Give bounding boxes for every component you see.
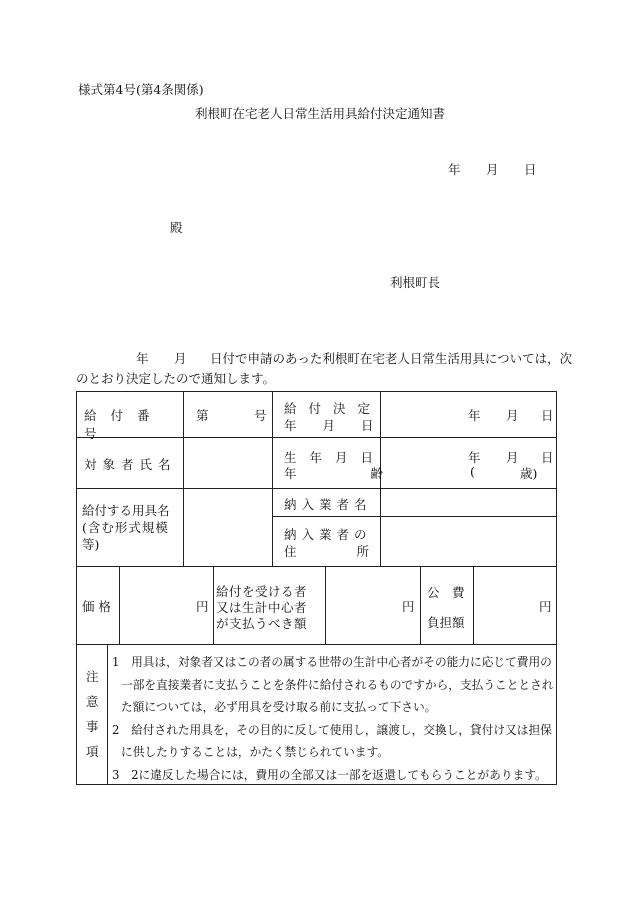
supplier-name-label: 納入業者名 [284,497,372,512]
birth-year: 年 [468,450,481,465]
decision-month: 月 [506,408,519,423]
body-line-1-rest: 日付で申請のあった利根町在宅老人日常生活用具については，次 [210,351,573,366]
item-label-2: (含む形式規模 [82,520,169,535]
issue-date [448,160,537,178]
birth-label-b: 年齢 [284,466,458,481]
row-line [76,644,557,645]
body-line-2: のとおり決定したので通知します。 [76,371,276,386]
notes-text [112,651,552,786]
burden-label-3: が支払うべき額 [216,616,308,631]
body-year: 年 [136,351,149,366]
row-line [76,566,557,567]
age-open: ( [470,464,475,479]
issue-date-year: 年 [448,162,461,177]
price-yen: 円 [196,599,209,614]
payment-number-label [84,406,176,442]
decision-label-b: 年月日 [284,418,400,433]
notes-label-1: 注 [86,669,99,684]
col-line [272,391,273,566]
note-line: に供したりすることは，かたく禁じられています。 [121,745,389,759]
payment-number-label-text: 給付番号 [84,408,164,441]
table-border-left [76,391,77,785]
decision-day: 日 [541,408,554,423]
number-prefix: 第 [196,408,209,423]
birth-label-a: 生年月日 [284,450,387,465]
col-line [107,644,108,784]
col-line [119,566,120,644]
age-close: 歳) [520,466,538,481]
body-line-1 [76,349,572,367]
note-line: 2 給付された用具を，その目的に反して使用し，譲渡し，交換し，貸付け又は担保 [112,722,552,737]
decision-label-a: 給付決定 [284,401,383,416]
notes-label-3: 事 [86,719,99,734]
note-line: 3 2に違反した場合には，費用の全部又は一部を返還してもらうことがあります。 [112,767,547,782]
price-label: 価格 [82,599,116,614]
row-line [76,488,557,489]
issue-date-month: 月 [486,162,499,177]
supplier-address-label-a: 納入業者の [284,527,372,542]
public-label-1: 公 費 [427,585,465,600]
issuer: 利根町長 [390,275,441,290]
col-line [183,391,184,566]
public-yen: 円 [539,599,552,614]
table-border-right [556,391,557,785]
body-month: 月 [174,351,187,366]
col-line [473,566,474,644]
col-line [213,566,214,644]
note-line: 1 用具は，対象者又はこの者の属する世帯の生計中心者がその能力に応じて費用の [112,655,552,669]
item-label-1: 給付する用具名 [82,503,170,518]
form-number: 様式第4号(第4条関係) [78,82,204,97]
birth-month: 月 [506,450,519,465]
note-line: た額については，必ず用具を受け取る前に支払って下さい。 [121,700,437,714]
birth-day: 日 [541,450,554,465]
supplier-address-label-b: 住所 [284,544,430,559]
document-title: 利根町在宅老人日常生活用具給付決定通知書 [195,106,446,121]
note-line: 一部を直接業者に支払うことを条件に給付されるものですから，支払うこととされ [121,677,554,692]
burden-yen: 円 [402,599,415,614]
issue-date-day: 日 [524,162,537,177]
col-line [420,566,421,644]
col-line [325,566,326,644]
subject-name-label: 対象者氏名 [84,457,177,472]
item-label-3: 等) [82,537,100,552]
burden-label-1: 給付を受ける者 [216,584,308,599]
decision-table [76,391,557,785]
decision-year: 年 [468,408,481,423]
addressee-suffix: 殿 [170,220,183,235]
public-label-2: 負担額 [427,615,465,630]
notes-label-4: 項 [86,744,99,759]
burden-label-2: 又は生計中心者 [216,600,308,615]
notes-label-2: 意 [86,694,99,709]
number-suffix: 号 [254,408,267,423]
table-border-top [76,391,557,392]
row-line [272,516,557,517]
